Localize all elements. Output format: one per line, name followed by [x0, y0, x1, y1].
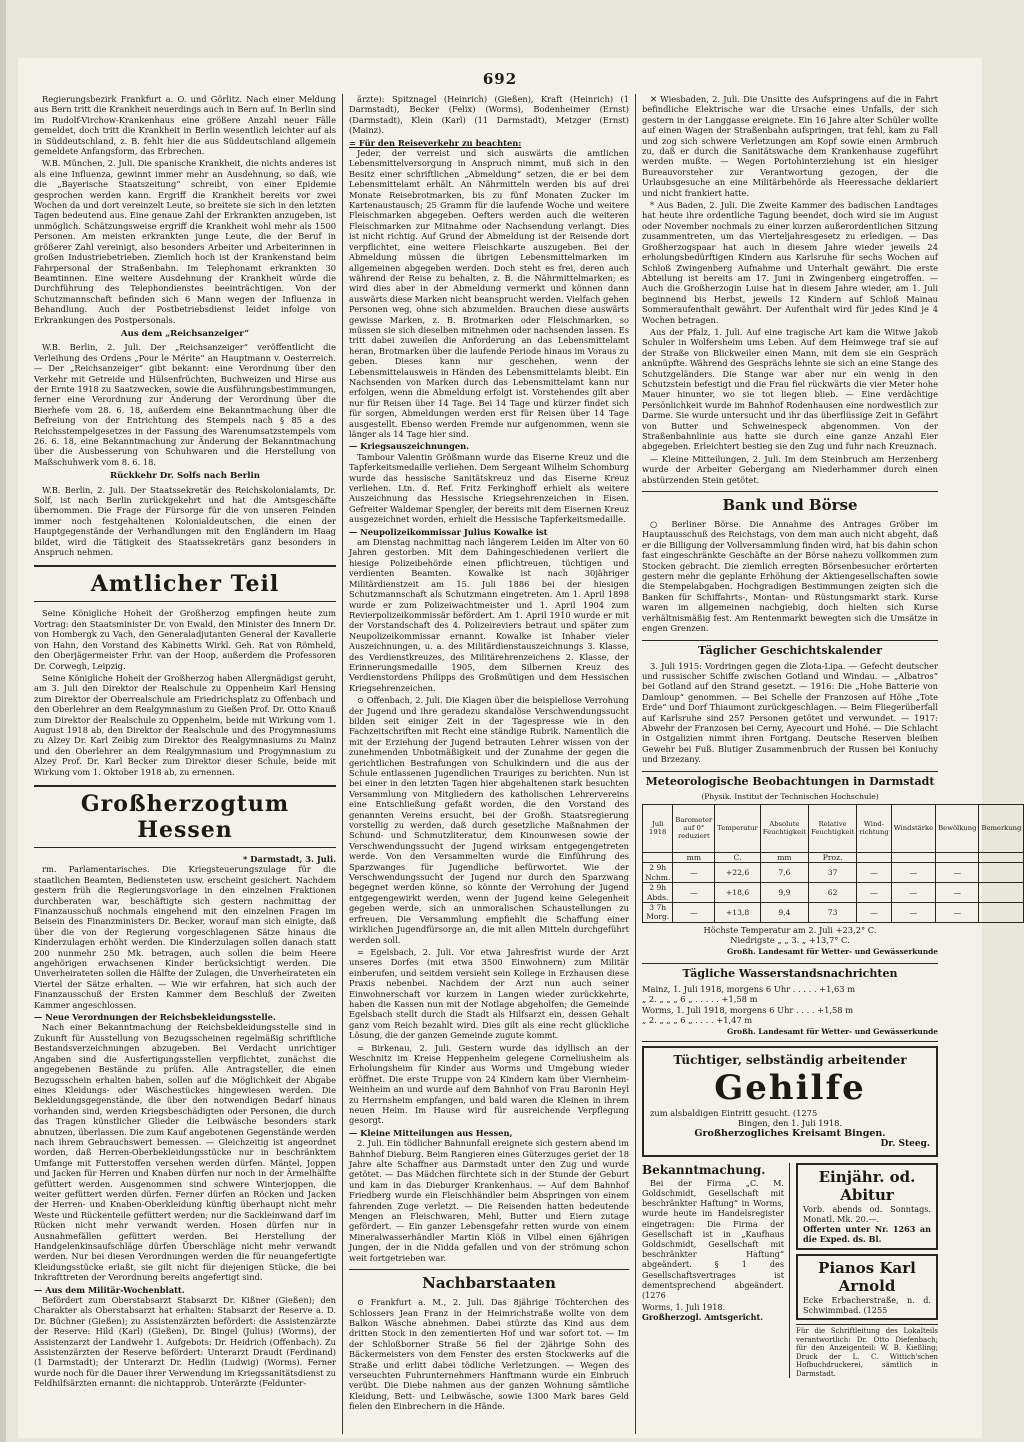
- ad-text: Vorb. abends od. Sonntags. Monatl. Mk. 20.—.: [803, 1203, 931, 1224]
- temperature-max: Höchste Temperatur am 2. Juli +23,2° C.: [703, 924, 877, 935]
- table-cell: —: [673, 863, 715, 883]
- unit-cell: mm: [760, 852, 808, 862]
- column-right: [642, 94, 1022, 1436]
- ad-title: Pianos Karl Arnold: [818, 1258, 916, 1295]
- article-text: ✕ Wiesbaden, 2. Juli. Die Unsitte des Aufspringens auf die in Fahrt befindliche Elektrische war die Ursache eines Unfalls, der sich gestern in der Langgasse ereignete. Ein 16 Jahre alter Schüler wollte auf einen Wagen der Straßenbahn aufspringen, trat fehl, kam zu Fall und zog sich schwere Verletzungen am Kopf sowie einen Armbruch zu, daß er durch die Sanitätswache dem Krankenhause zugeführt werden mußte. — Wegen Portohinterziehung ist ein hiesiger Bureauvorsteher zur Verantwortung gezogen, der die Urlaubsgesuche an eine Militärbehörde als Heeressache deklariert und nicht frankiert hatte.: [642, 94, 938, 198]
- table-units-row: [643, 852, 1024, 862]
- ad-text: Ecke Erbacherstraße, n. d. Schwimmbad. (1255: [803, 1294, 931, 1315]
- section-heading: Rückkehr Dr. Solfs nach Berlin: [110, 471, 260, 482]
- article-text: Aus der Pfalz, 1. Juli. Auf eine tragische Art kam die Witwe Jakob Schuler in Wolfersheim ums Leben. Auf dem Heimwege traf sie auf der Straße von Blickweiler einen Mann, mit dem sie ein Gespräch anknüpfte. Während des Gesprächs lehnte sie sich an eine Stange des Schutzgeländers. Die Stange war aber nur ein wenig in den Schutzstein befestigt und die Frau fiel rückwärts die vier Meter hohe Mauer hinunter, wo sie tot liegen blieb. — Eine verdächtige Persönlichkeit wurde im Bahnhof Rodenhausen eine nordwestlich zur Darme. Sie wurde untersucht und ihr das überflüssige Zeit in Gefährt von Butter und Schweinespeck abgenommen. Von der Straßenbahnlinie aus hatte sie durch eine ganze Anzahl Eier abgegeben. Erleichtert bestieg sie den Zug und fuhr nach Kreuznach.: [642, 326, 938, 452]
- ad-place-date: Bingen, den 1. Juli 1918.: [737, 1118, 843, 1129]
- water-level-line: Mainz, 1. Juli 1918, morgens 6 Uhr . . . . . +1,63 m: [642, 984, 856, 995]
- weather-table: [642, 804, 1024, 923]
- table-cell: —: [673, 903, 715, 923]
- unit-cell: mm: [673, 852, 715, 862]
- unit-cell: [643, 852, 673, 862]
- article-text: ⊙ Frankfurt a. M., 2. Juli. Das 8jährige Töchterchen des Schlossers Jean Franz in der Heimrichstraße wollte von dem Balkon Wäsche abnehmen. Dabei stürzte das Kind aus dem dritten Stock in den zementierten Hof und war sofort tot. — Im der Schloßborner Straße 56 fiel der 2jährige Sohn des Bäckermeisters von dem Fenster des ersten Stockwerks auf die Straße und erlitt dabei tödliche Verletzungen. — Wegen des verseuchten Fuhrunternehmers Hanftmann wurde ein Einbruch verübt. Die Diebe nahmen aus der ganzen Wohnung sämtliche Kleidung, Bett- und Leibwäsche, sowie 1300 Mark bares Geld fielen den Einbrechern in die Hände.: [349, 1297, 629, 1412]
- section-title: Meteorologische Beobachtungen in Darmstadt: [642, 771, 938, 789]
- ad-signature-name: Dr. Steeg.: [880, 1139, 930, 1150]
- column-header: Windstärke: [891, 804, 935, 852]
- article-text: rm. Parlamentarisches. Die Kriegsteuerungszulage für die staatlichen Beamten, Bediensteten usw. erscheint gesichert. Nachdem gestern früh die Regierungsvorlage in den einzelnen Fraktionen durchberaten war, beschäftigte sich gestern nachmittag der Finanzausschuß nochmals eingehend mit den einzelnen Fragen im Beisein des Finanzministers Dr. Becker, worauf man sich einigte, daß über die von der Regierung vorgeschlagenen Sätze hinaus die Kinderzulagen erhöht werden. Die Kinderzulagen sollen danach statt 200 nunmehr 250 Mk. betragen, auch sollen die beim Heere angehörigen erwachsenen Kinder berücksichtigt werden. Die Unverheirateten sollen die Hälfte der Zulagen, die Unverheirateten ein Viertel der Sätze erhalten. — Wie wir erfahren, hat sich auch der Finanzausschuß der Ersten Kammer dem Beschluß der Zweiten Kammer angeschlossen.: [34, 864, 336, 1010]
- table-cell: +22,6: [715, 863, 761, 883]
- water-level-line: Worms, 1. Juli 1918, morgens 6 Uhr . . . . +1,58 m: [642, 1004, 854, 1015]
- article-text: Regierungsbezirk Frankfurt a. O. und Görlitz. Nach einer Meldung aus Bern tritt die Krankheit neuerdings auch in Bern auf. In Berlin sind im Rudolf-Virchow-Krankenhaus eine größere Anzahl neuer Fälle gemeldet, doch tritt die Krankheit in Berlin wesentlich leichter auf als in Süddeutschland, z. B. fehlt hier die aus Süddeutschland allgemein gemeldete Anfangsform, das Erbrechen.: [34, 94, 336, 157]
- page-number: 692: [482, 70, 518, 88]
- article-heading: = Für den Reiseverkehr zu beachten:: [349, 137, 522, 148]
- article-text: Jeder, der verreist und sich auswärts die amtlichen Lebensmittelversorgung in Anspruch nimmt, muß sich in den Besitz einer schriftlichen „Abmeldung“ setzen, die er bei dem Lebensmittelamt erhält. An Nährmitteln werden bis auf drei Monate Reisebrotmarken, bis zu fünf Monaten Zucker im Kartenaustausch; 25 Gramm für die laufende Woche und weitere Fleischmarken abgegeben. Oefters werden auch die weiteren Fleischmarken zur Mitnahme oder Nachsendung verlangt. Dies ist nicht richtig. Auf Grund der Abmeldung ist der Reisende dort verpflichtet, eine weitere Fleischkarte auszugeben. Bei der Abmeldung müssen die übrigen Lebensmittelmarken im allgemeinen abgegeben werden. Doch steht es frei, deren auch während der Reise zu behalten, z. B. die Nährmittelmarken; es wird dies aber in der Abmeldung vermerkt und können dann auswärts diese Marken nicht beansprucht werden. Vielfach gehen Personen weg, ohne sich abzumelden. Brauchen diese auswärts gewisse Marken, z. B. Brotmarken oder Fleischmarken, so müssen sie sich dieselben mitnehmen oder nachsenden lassen. Es tritt dabei zuweilen die Anforderung an das Lebensmittelamt heran, Brotmarken über die laufende Periode hinaus im Voraus zu geben. Dieses kann nur geschehen, wenn der Lebensmittelausweis in Händen des Lebensmittelamts bleibt. Ein Nachsenden von Marken durch das Lebensmittelamt kann nur erfolgen, wenn die Abmeldung erfolgt ist. Vorstehendes gilt aber nur für Reisen über 14 Tage. Bei 14 Tage und kürzer findet sich für sorgen, Abmeldungen werden erst für Reisen über 14 Tage ausgestellt. Ebenso werden Fremde nur aufgenommen, wenn sie länger als 14 Tage hier sind.: [349, 148, 629, 439]
- source-note: Großh. Landesamt für Wetter- und Gewässerkunde: [726, 946, 938, 956]
- notice-signature: Großherzogl. Amtsgericht.: [642, 1312, 764, 1323]
- table-cell: —: [857, 883, 891, 903]
- article-text: 2. Juli. Ein tödlicher Bahnunfall ereignete sich gestern abend im Bahnhof Dieburg. Beim Rangieren eines Güterzuges geriet der 18 Jahre alte Schaffner aus Darmstadt unter den Zug und wurde getötet. — Das Mädchen fürchtete sich in der Stunde der Geburt und kam in das Dieburger Krankenhaus. — Auf dem Bahnhof Friedberg wurde ein Fleischhändler beim Abspringen von einem fahrenden Zuge verletzt. — Die Reisenden hatten bedeutende Mengen an Fleischwaren, Mehl, Butter und Eiern zutage gefördert. — Ein ganzer Lebensgefahr retten wurde von einem Mineralwasserhändler Martin Klöß in Vilbel einen 6jährigen Jungen, der in die Nidda gefallen und von der strömung schon weit fortgetrieben war.: [349, 1138, 629, 1263]
- meteo-subtitle: (Physik. Institut der Technischen Hochschule): [701, 791, 879, 801]
- section-title: Täglicher Geschichtskalender: [642, 640, 938, 658]
- ad-title: Einjähr. od. Abitur: [818, 1167, 916, 1204]
- water-level-line: „ 2. „ „ „ 6 „ . . . . +1,47 m: [642, 1015, 753, 1026]
- column-header: Relative Feuchtigkeit: [809, 804, 857, 852]
- section-title: Nachbarstaaten: [349, 1269, 629, 1293]
- table-cell: —: [891, 903, 935, 923]
- temperature-min: Niedrigste „ „ 3. „ +13,7° C.: [730, 935, 850, 946]
- article-text: — Kleine Mitteilungen, 2. Juli. Im dem Steinbruch am Herzenberg wurde der Arbeiter Gebergang am Niederhammer durch einen abstürzenden Stein getötet.: [642, 453, 938, 485]
- imprint: Für die Schriftleitung des Lokalteils verantwortlich: Dr. Otto Diefenbach; für den Anzeigenteil: W. B. Kießling; Druck der L. C. Wittich'schen Hofbuchdruckerei, sämtlich in Darmstadt.: [796, 1324, 938, 1379]
- unit-cell: [857, 852, 891, 862]
- table-cell: —: [891, 883, 935, 903]
- table-header-row: [643, 804, 1024, 852]
- article-text: Seine Königliche Hoheit der Großherzog empfingen heute zum Vortrag: den Staatsminister Dr. von Ewald, den Minister des Innern Dr. von Hombergk zu Vach, den Generaladjutanten General der Kavallerie von Hahn, den Vorstand des Kabinetts Wirkl. Geh. Rat von Römheld, den Oberjägermeister Frhr. van der Hoop, außerdem die Professoren Dr. Corwegh, Leipzig.: [34, 608, 336, 671]
- article-text: Befördert zum Oberstabsarzt Stabsarzt Dr. Kißner (Gießen); den Charakter als Oberstabsarzt hat erhalten: Stabsarzt der Reserve a. D. Dr. Büchner (Gießen); zu Assistenzärzten befördert: die Assistenzärzte der Reserve: Hild (Karl) (Gießen), Dr. Bingel (Julius) (Worms), der Assistenzarzt der Landwehr 1. Aufgebots: Dr. Heidrich (Offenbach). Zu Assistenzärzten der Reserve befördert: Unterarzt Draudt (Ferdinand) (1 Darmstadt); der Unterarzt Dr. Hedlin (Ludwig) (Worms). Ferner wurde noch für die Dauer ihrer Verwendung im Kriegssanitätsdienst zu Feldhilfsärzten ernannt: die nichtapprob. Unterärzte (Feldunter-: [34, 1295, 336, 1389]
- column-middle: [349, 94, 629, 1436]
- table-cell: 9,9: [760, 883, 808, 903]
- article-text: W.B. Berlin, 2. Juli. Der „Reichsanzeiger“ veröffentlicht die Verleihung des Ordens „Pour le Mérite“ an Hauptmann v. Oesterreich. — Der „Reichsanzeiger“ gibt bekannt: eine Verordnung über den Verkehr mit Getreide und Hülsenfrüchten, Buchweizen und Hirse aus der Ernte 1918 zu Saatzwecken, sowie die Ausführungsbestimmungen, ferner eine Verordnung zur Änderung der Verordnung über die Bierhefe vom 28. 6. 18, außerdem eine Bekanntmachung über die Befreiung von der Entrichtung des Stempels nach § 85 a des Reichsstempelgesetzes in der Fassung des Warenumsatzstempels vom 26. 6. 18, eine Bekanntmachung zur Änderung der Bekanntmachung über die Ausbesserung von Schuhwaren und die Herstellung von Maßschuhwerk vom 8. 6. 18.: [34, 342, 336, 467]
- article-text: am Dienstag nachmittag nach längerem Leiden im Alter von 60 Jahren gestorben. Mit dem Dahingeschiedenen verliert die hiesige Polizeibehörde einen pflichtreuen, tüchtigen und verdienten Beamten. Kowalke ist nach 30jähriger Militärdienstzeit am 15. Juli 1886 bei der hiesigen Schutzmannschaft als Schutzmann eingetreten. Am 1. April 1898 wurde er zum Polizeiwachtmeister und 1. April 1904 zum Revierpolizeikommissär befördert. Am 1. April 1910 wurde er mit der Vorstandschaft des 4. Polizeireviers betraut und später zum Neupolizeikommissar ernannt. Kowalke ist Inhaber vieler Auszeichnungen, u. a. des Militärdienstauszeichnungs 3. Klasse, des Verdienstkreuzes, des Militärehrenzeichens 2. Klasse, der Erinnerungsmedaille 1905, dem Silbernen Kreuz des Verdienstordens Philipps des Großmütigen und dem Hessischen Kriegsehrenzeichen.: [349, 537, 629, 693]
- unit-cell: [891, 852, 935, 862]
- table-row: [643, 903, 1024, 923]
- column-header: Wind-richtung: [857, 804, 891, 852]
- column-header: Bemerkung: [979, 804, 1024, 852]
- table-cell: —: [673, 883, 715, 903]
- article-heading: — Aus dem Militär-Wochenblatt.: [34, 1284, 185, 1295]
- ad-signature: Großherzogliches Kreisamt Bingen.: [694, 1127, 886, 1139]
- column-header: Bewölkung: [936, 804, 979, 852]
- table-cell: —: [891, 863, 935, 883]
- table-cell: 73: [809, 903, 857, 923]
- article-text: 3. Juli 1915: Vordringen gegen die Zlota-Lipa. — Gefecht deutscher und russischer Schiffe zwischen Gotland und Windau. — „Albatros“ bei Gotland auf den Strand gesetzt. — 1916: Die „Hohe Batterie von Damloup“ genommen. — Bei Schelle der Franzosen auf Höhe „Tote Erde“ und Dorf Thiaumont zurückgeschlagen. — Beim Fliegerüberfall auf Karlsruhe sind 257 Personen getötet und verwundet. — 1917: Abwehr der Franzosen bei Cerny, Ayecourt und Hohé. — Die Schlacht in Ostgalizien nimmt ihren Fortgang. Deutsche Reserven bleiben Gewehr bei Fuß. Blutiger Zusammenbruch der Russen bei Koniuchy und Brzezany.: [642, 660, 938, 765]
- table-cell: —: [936, 863, 979, 883]
- article-text: * Aus Baden, 2. Juli. Die Zweite Kammer des badischen Landtages hat heute ihre ordentliche Tagung beendet, doch wird sie im August oder November nochmals zu einer kurzen außerordentlichen Sitzung zusammentreten, um das Vierteljahresgesetz zu erledigen. — Das Großherzogspaar hat auch in diesem Jahre wieder jeweils 24 erholungsbedürftigen Kindern aus Karlsruhe für sechs Wochen auf Schloß Zwingenberg Aufnahme und Unterhalt gewährt. Die erste Abteilung ist bereits am 17. Juni in Zwingenberg eingetroffen. — Auch die Großherzogin Luise hat in diesem Jahre wieder, am 1. Juli beginnend bis Herbst, jeweils 12 Kindern auf Schloß Mainau Sommeraufenthalt gewährt. Der Aufenthalt wird für jedes Kind je 4 Wochen betragen.: [642, 200, 938, 325]
- article-text: W.B. Berlin, 2. Juli. Der Staatssekretär des Reichskolonialamts, Dr. Solf, ist nach Berlin zurückgekehrt und hat die Amtsgeschäfte übernommen. Die Frage der Fürsorge für die von unseren Feinden immer noch festgehaltenen Kolonialdeutschen, die einen der Hauptgegenstände der Verhandlungen mit den Engländern im Haag bildet, wird die Tätigkeit des Staatssekretärs ganz besonders in Anspruch nehmen.: [34, 484, 336, 558]
- table-cell: [979, 883, 1024, 903]
- ad-offer: Offerten unter Nr. 1263 an die Exped. ds. Bl.: [803, 1224, 931, 1245]
- article-heading: — Kleine Mitteilungen aus Hessen,: [349, 1127, 513, 1138]
- column-left: [34, 94, 336, 1436]
- newspaper-page: [18, 58, 1022, 1438]
- ad-row: [642, 1163, 938, 1379]
- ad-column: [796, 1163, 938, 1379]
- column-divider: [342, 94, 343, 1434]
- tutoring-advertisement: [796, 1163, 938, 1250]
- table-cell: —: [857, 863, 891, 883]
- column-header: Juli 1918: [643, 804, 673, 852]
- table-row: [643, 883, 1024, 903]
- unit-cell: Proz.: [809, 852, 857, 862]
- article-heading: — Neue Verordnungen der Reichsbekleidungsstelle.: [34, 1012, 276, 1023]
- column-header: Temperatur: [715, 804, 761, 852]
- table-cell: 2 9h Nchm.: [643, 863, 673, 883]
- table-cell: 62: [809, 883, 857, 903]
- article-text: ärzte): Spitznagel (Heinrich) (Gießen), Kraft (Heinrich) (1 Darmstadt), Becker (Felix) (Worms), Bodenheimer (Ernst) (Darmstadt), Klein (Karl) (11 Darmstadt), Metzger (Ernst) (Mainz).: [349, 94, 629, 136]
- divider: [642, 1041, 938, 1042]
- notice-title: Bekanntmachung.: [642, 1162, 766, 1177]
- table-cell: —: [857, 903, 891, 923]
- table-cell: 9,4: [760, 903, 808, 923]
- unit-cell: [979, 852, 1024, 862]
- column-header: Barometer auf 0° reduziert: [673, 804, 715, 852]
- column-header: Absolute Feuchtigkeit: [760, 804, 808, 852]
- table-cell: —: [936, 903, 979, 923]
- article-text: Tambour Valentin Größmann wurde das Eiserne Kreuz und die Tapferkeitsmedaille verliehen. Dem Sergeant Wilhelm Schomburg wurde das hessische Sanitätskreuz und das Eiserne Kreuz verliehen. Ltn. d. Ref. Fritz Ferkinghoff erhielt als weitere Auszeichnung das Hessische Kriegsehrenzeichen in Eisen. Gefreiter Waldemar Spengler, der bereits mit dem Eisernen Kreuz ausgezeichnet worden, erhielt die Hessische Tapferkeitsmedaille.: [349, 451, 629, 525]
- table-cell: +18,6: [715, 883, 761, 903]
- ad-headline: Tüchtiger, selbständig arbeitender: [673, 1053, 907, 1068]
- section-heading: Aus dem „Reichsanzeiger“: [120, 328, 250, 339]
- job-advertisement: [642, 1046, 938, 1157]
- article-text: Nach einer Bekanntmachung der Reichsbekleidungsstelle sind in Zukunft für Ausstellung von Bezugsscheinen regelmäßig schriftliche Bestandsverzeichnungen abzugeben. Bei Verdacht unrichtiger Angaben sind die Ausfertigungsstellen verpflichtet, zunächst die angegebenen Bestände zu prüfen. Alle Antragsteller, die einen Bezugsschein erhalten haben, sollen auf die Möglichkeit der Abgabe eines Kleidungs- oder Wäschestückes hingewiesen werden. Die Bekleidungsgegenstände, die über den notwendigen Bedarf hinaus vorhanden sind, werden Kriegsbeschädigten oder Personen, die durch das Tragen künstlicher Glieder die Leibwäsche besonders stark abnutzen, überlassen. Die zum Kauf angebotenen Gegenstände werden nach ihrem Gebrauchswert bemessen. — Gleichzeitig ist angeordnet worden, daß Herren-Oberbekleidungsstücke nur in beschränktem Umfange mit Futterstoffen versehen werden dürfen. Mäntel, Joppen und Jacken für Herren und Knaben dürfen nur noch in der Ärmelhälfte gefüttert werden. Ausgenommen sind schwere Winterjoppen, die weiter gefüttert werden dürfen. Ferner dürfen an Röcken und Jacken der Herren- und Knaben-Oberkleidung künftig überhaupt nicht mehr Weste und Rückenteile gefüttert werden; nur die Sackleinwand darf im Rücken nicht mehr verwandt werden. Hosen dürfen nur in Ausnahmefällen gefüttert werden. Bei Herstellung der Handgelenkinsaufschläge dürfen Überschläge nicht mehr verwandt werden. Nur bei diesen Verordnungen werden die für neuangefertigte Kleidungsstücke erlaßt, sie gilt nicht für diejenigen Stücke, die bei Inkrafttreten der Verordnung bereits angefertigt sind.: [34, 1022, 336, 1283]
- article-text: W.B. München, 2. Juli. Die spanische Krankheit, die nichts anderes ist als eine Influenza, gewinnt immer mehr an Ausdehnung, so daß, wie die „Bayerische Staatszeitung“ schreibt, von einer Epidemie gesprochen werden kann. Ergriff die Krankheit bereits vor zwei Wochen da und dort vereinzelt Leute, so breitete sie sich in den letzten Tagen bedeutend aus. Eine genaue Zahl der Erkrankten anzugeben, ist unmöglich. Schätzungsweise ergriff die Krankheit wohl mehr als 1500 Personen. Am meisten erkrankten junge Leute, die der Beruf in größerer Zahl vereinigt, also besonders Arbeiter und Arbeiterinnen in großen Industriebetrieben. Ziemlich hoch ist der Krankenstand beim Fahrpersonal der Straßenbahn. Im Telephonamt erkrankten 30 Beamtinnen. Eine weitere Ausdehnung der Krankheit würde die Durchführung des Telephondienstes beeinträchtigen. Von der Schutzmannschaft befinden sich 6 Mann wegen der Influenza in Behandlung. Auch der Postbetriebsdienst leidet infolge von Erkrankungen des Postpersonals.: [34, 158, 337, 325]
- table-cell: 3 7h Morg.: [643, 903, 673, 923]
- table-row: [643, 863, 1024, 883]
- table-cell: —: [936, 883, 979, 903]
- legal-notice: [642, 1163, 790, 1379]
- piano-advertisement: [796, 1254, 938, 1320]
- table-cell: [979, 863, 1024, 883]
- article-text: ⊙ Offenbach, 2. Juli. Die Klagen über die beispiellose Verrohung der Jugend und ihre geradezu skandalöse Verschwendungssucht bilden seit einiger Zeit in der Tagespresse wie in den Fachzeitschriften mit Recht eine ständige Rubrik. Namentlich die mit der Erziehung der Jugend betrauten Lehrer wissen von der zunehmenden Unbotmäßigkeit und der Zunahme der gegen die gerichtlichen Bestrafungen von Schulkindern und die aus der Schule entlassenen Jugendlichen Trauriges zu berichten. Nun ist bei einer in den letzten Tagen hier abgehaltenen stark besuchten Versammlung von Mitgliedern des katholischen Lehrervereins eine Entschließung gefaßt worden, die den Vorstand des genannten Vereins ersucht, bei der Großh. Staatsregierung vorstellig zu werden, daß durch gesetzliche Maßnahmen der Schund- und Schmutzliteratur, dem Kinounwesen sowie der Verschwendungssucht der Jugend wirksam entgegengetreten werde. Von den Versammelten wurde die Einführung des Sparzwanges für Jugendliche befürwortet. Wie der Verschwendungssucht der Jugend nur durch den Sparzwang begegnet werden könne, so könnte der Verrohung der Jugend entgegengewirkt werden, wenn der Jugend keine Gelegenheit gegeben werde, sich an unmoralischen Schaustellungen zu erfreuen. Die Versammlung empfiehlt die Schaffung einer wirklichen Jugendfürsorge an, die mit allen Mitteln durchgeführt werden soll.: [349, 695, 629, 945]
- ad-title: Gehilfe: [714, 1068, 866, 1109]
- section-title: Tägliche Wasserstandsnachrichten: [642, 963, 938, 981]
- table-cell: 2 9h Abds.: [643, 883, 673, 903]
- ad-text: zum alsbaldigen Eintritt gesucht. (1275: [650, 1108, 818, 1119]
- table-cell: +13,8: [715, 903, 761, 923]
- section-title: Bank und Börse: [642, 491, 938, 515]
- notice-place-date: Worms, 1. Juli 1918.: [642, 1302, 726, 1313]
- article-heading: — Neupolizeikommissar Julius Kowalke ist: [349, 526, 548, 537]
- unit-cell: C.: [715, 852, 761, 862]
- source-note: Großh. Landesamt für Wetter- und Gewässerkunde: [726, 1026, 938, 1036]
- dateline: * Darmstadt, 3. Juli.: [243, 853, 336, 864]
- article-text: Seine Königliche Hoheit der Großherzog haben Allergnädigst geruht, am 3. Juli den Direktor der Realschule zu Oppenheim Karl Hensing zum Direktor der Oberrealschule am Friedrichsplatz zu Offenbach und den Oberlehrer an dem Realgymnasium zu Gießen Prof. Dr. Otto Knauß zum Direktor der Realschule zu Oppenheim, beide mit Wirkung vom 1. August 1918 ab, den Direktor der Realschule und des Progymnasiums zu Alzey Dr. Karl Zeibig zum Direktor des Realgymnasiums zu Mainz und den Oberlehrer an dem Realgymnasium und Progymnasium zu Alzey Prof. Dr. Karl Becker zum Direktor dieser Schule, beide mit Wirkung vom 1. Oktober 1918 ab, zu ernennen.: [34, 672, 336, 777]
- column-divider: [635, 94, 636, 1434]
- article-heading: — Kriegsauszeichnungen.: [349, 441, 470, 452]
- notice-text: Bei der Firma „C. M. Goldschmidt, Gesellschaft mit beschränkter Haftung“ in Worms, wurde heute im Handelsregister eingetragen: Die Firma der Gesellschaft ist in „Kaufhaus Goldschmidt, Gesellschaft mit beschränkter Haftung“ abgeändert. § 1 des Gesellschaftsvertrages ist dementsprechend abgeändert. (1276: [642, 1177, 784, 1300]
- table-cell: [979, 903, 1024, 923]
- section-title: Großherzogtum Hessen: [34, 785, 336, 848]
- article-text: = Birkenau, 2. Juli. Gestern wurde das idyllisch an der Weschnitz im Kreise Heppenheim gelegene Corneliusheim als Erholungsheim für Kinder aus Worms und Umgebung wieder eröffnet. Die erste Truppe von 24 Kindern kam über Viernheim-Weinheim an und wurde auf dem Bahnhof von Frau Baronin Heyl zu Herrnsheim empfangen, und bald waren die Kleinen in ihrem neuen Heim. Im Hause wird für ausreichende Verpflegung gesorgt.: [349, 1042, 629, 1126]
- unit-cell: [936, 852, 979, 862]
- water-level-line: „ 2. „ „ „ 6 „ . . . . . +1,58 m: [642, 994, 758, 1005]
- table-cell: 37: [809, 863, 857, 883]
- section-title: Amtlicher Teil: [34, 565, 336, 602]
- article-text: ○ Berliner Börse. Die Annahme des Antrages Gröber im Hauptausschuß des Reichstags, von dem man auch nicht abgeht, daß er die Billigung der Vollversammlung finden wird, hat bis dahin schon fast eingeschränkte Geschäfte an der Börse nahezu vollkommen zum Stocken gebracht. Die ziemlich erregten Börsenbesucher erörterten gestern mehr die geplante Erhöhung der Aktiengesellschaften sowie die Stempelabgaben. Hochgradigen Bestimmungen zeigten sich die Banken für Schiffahrts-, Montan- und Rüstungsmarkt stark. Kurse waren im allgemeinen nachgiebig, doch hielten sich Kurse verhältnismäßig fest. Am Rentenmarkt bewegten sich die Umsätze in engen Grenzen.: [642, 519, 938, 634]
- table-cell: 7,6: [760, 863, 808, 883]
- article-text: = Egelsbach, 2. Juli. Vor etwa Jahresfrist wurde der Arzt unseres Dorfes (mit etwa 3500 Einwohnern) zum Militär einberufen, und seitdem versieht sein Kollege in Erzhausen diese Praxis nebenbei. Nachdem der Arzt nun auch seiner Einwohnerschaft vor kurzem in Langen wieder zurückkehrte, haben die Kassen nun mit der Notlage abgeholfen; die Gemeinde Egelsbach stellt durch die Stadt als Hilfsarzt ein, dessen Gehalt ganz vom Reich bezahlt wird. Dies gilt als eine recht glückliche Lösung, die der ganzen Gemeinde zugute kommt.: [349, 946, 629, 1041]
